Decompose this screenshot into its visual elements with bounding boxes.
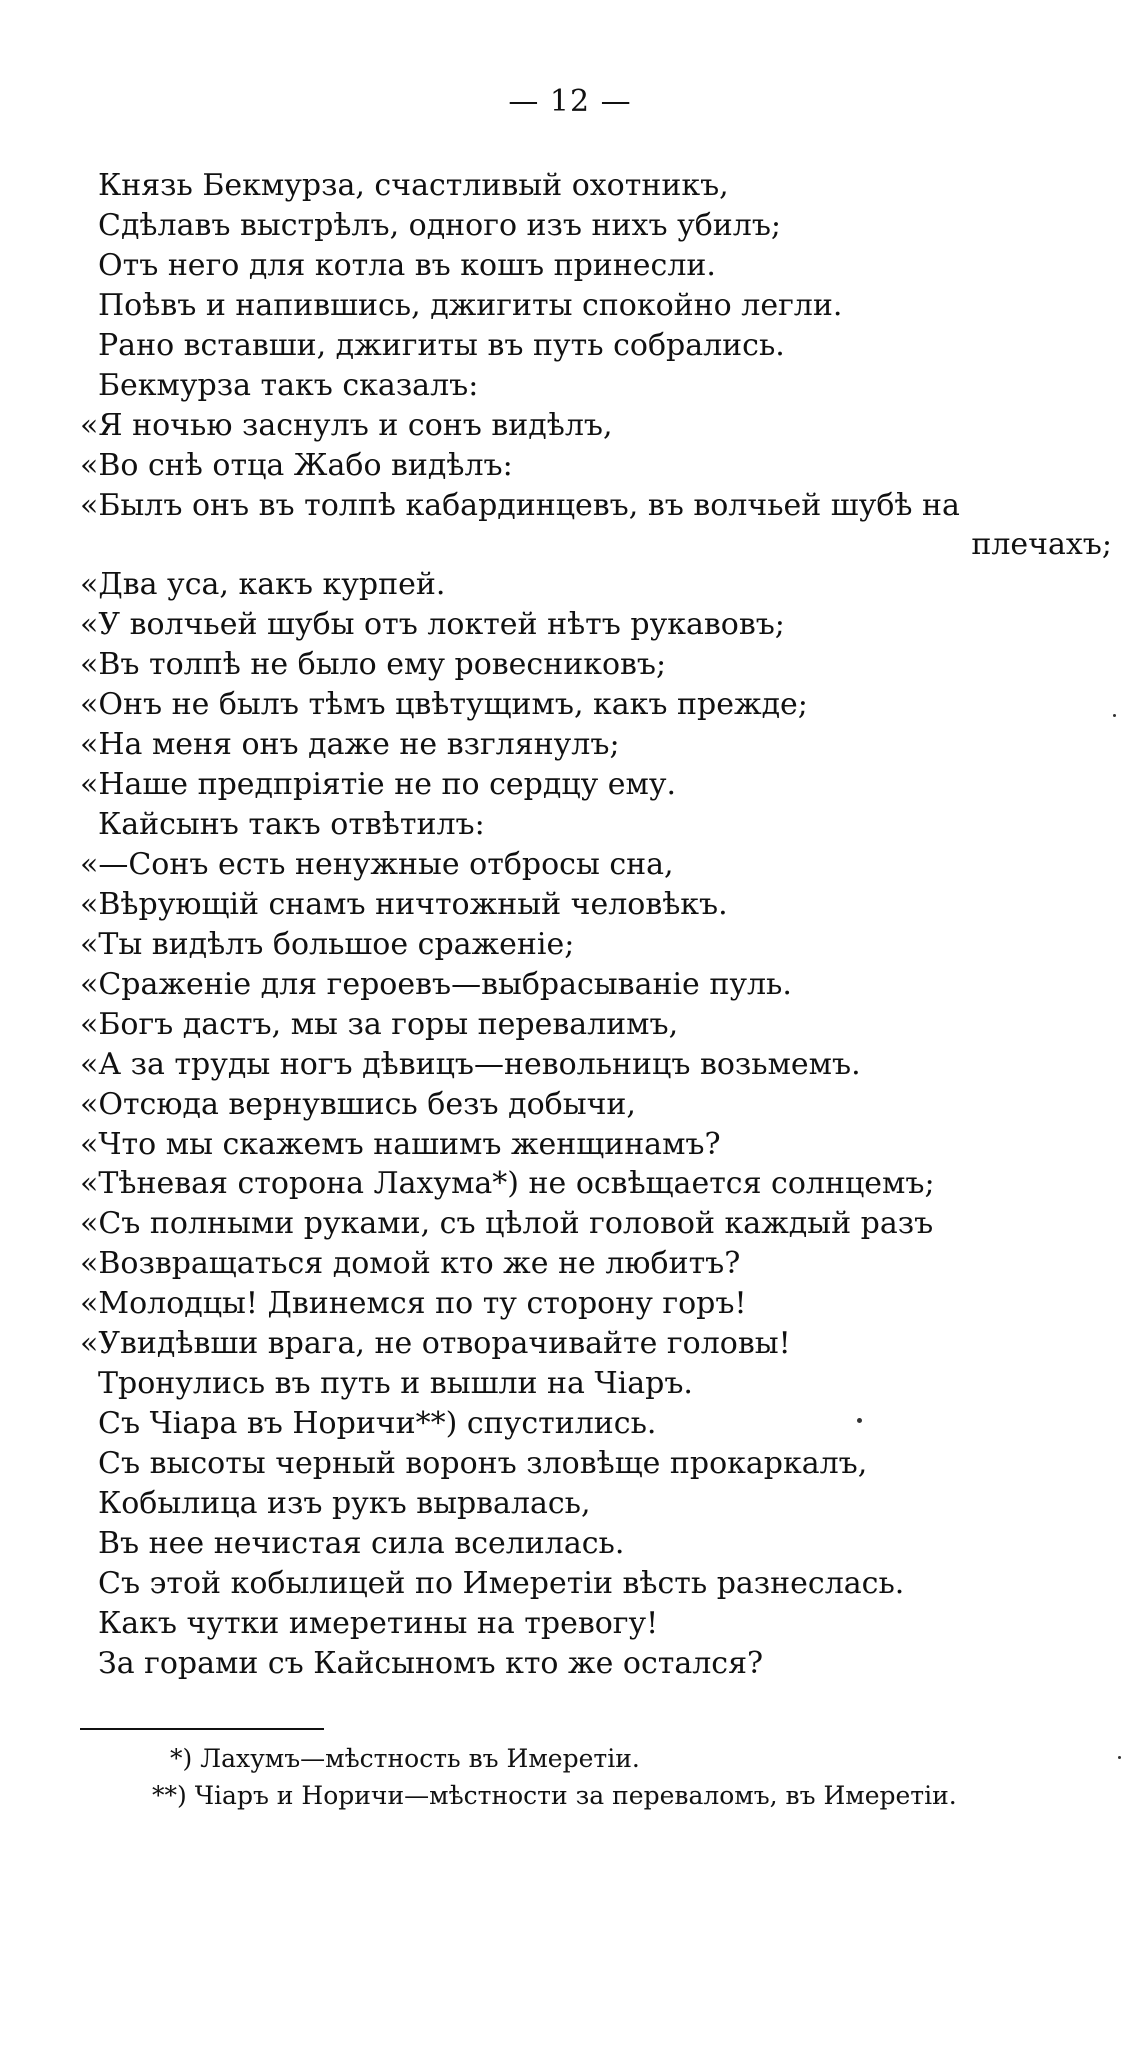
footnote-1-text: Лахумъ—мѣстность въ Имеретіи. xyxy=(200,1744,640,1773)
poem-line: Князь Бекмурза, счастливый охотникъ, xyxy=(98,168,729,203)
poem-line: Кобылица изъ рукъ вырвалась, xyxy=(98,1485,591,1521)
poem-line: «Что мы скажемъ нашимъ женщинамъ? xyxy=(80,1126,721,1162)
poem-line: Съ высоты черный воронъ зловѣще прокаркалъ, xyxy=(98,1446,868,1481)
poem-line: Въ нее нечистая сила вселилась. xyxy=(98,1525,625,1561)
poem-line: «У волчьей шубы отъ локтей нѣтъ рукавовъ; xyxy=(80,607,785,643)
poem-line: «Въ толпѣ не было ему ровесниковъ; xyxy=(80,647,667,683)
poem-line: «Наше предпріятіе не по сердцу ему. xyxy=(80,767,677,803)
poem-line: Рано вставши, джигиты въ путь собрались. xyxy=(98,327,785,363)
poem-line: «Вѣрующій снамъ ничтожный человѣкъ. xyxy=(80,886,728,922)
poem-line: За горами съ Кайсыномъ кто же остался? xyxy=(98,1645,764,1681)
page-number: — 12 — xyxy=(508,84,632,119)
scan-speck xyxy=(857,1418,862,1423)
footnote-2-text: Чіаръ и Норичи—мѣстности за переваломъ, въ Имеретіи. xyxy=(194,1781,957,1810)
poem-text xyxy=(80,166,1112,1684)
poem-line: «Богъ дастъ, мы за горы перевалимъ, xyxy=(80,1006,679,1042)
poem-line: «Онъ не былъ тѣмъ цвѣтущимъ, какъ прежде; xyxy=(80,687,808,723)
footnote-2-mark: **) xyxy=(152,1781,187,1810)
poem-line: Отъ него для котла въ кошъ принесли. xyxy=(98,247,716,283)
poem-line: «Отсюда вернувшись безъ добычи, xyxy=(80,1086,636,1122)
poem-line: «Молодцы! Двинемся по ту сторону горъ! xyxy=(80,1286,747,1322)
poem-line: «Два уса, какъ курпей. xyxy=(80,567,446,603)
poem-line: «Во снѣ отца Жабо видѣлъ: xyxy=(80,447,513,483)
poem-line: «А за труды ногъ дѣвицъ—невольницъ возьмемъ. xyxy=(80,1046,861,1082)
footnote-divider xyxy=(80,1728,324,1730)
poem-line: «Возвращаться домой кто же не любитъ? xyxy=(80,1246,741,1282)
poem-line: «Былъ онъ въ толпѣ кабардинцевъ, въ волчьей шубѣ на xyxy=(80,487,960,523)
scan-speck xyxy=(1113,714,1116,717)
poem-line: «Увидѣвши врага, не отворачивайте головы! xyxy=(80,1326,791,1362)
poem-line: «Ты видѣлъ большое сраженіе; xyxy=(80,926,575,962)
poem-line: «Сраженіе для героевъ—выбрасываніе пуль. xyxy=(80,966,792,1002)
footnote-2 xyxy=(152,1777,1090,1814)
poem-line: «Я ночью заснулъ и сонъ видѣлъ, xyxy=(80,407,613,443)
poem-line: Кайсынъ такъ отвѣтилъ: xyxy=(98,807,485,842)
poem-line: «На меня онъ даже не взглянулъ; xyxy=(80,727,620,763)
poem-line: Бекмурза такъ сказалъ: xyxy=(98,367,479,403)
poem-line: Съ этой кобылицей по Имеретіи вѣсть разнеслась. xyxy=(98,1565,905,1601)
poem-line: Какъ чутки имеретины на тревогу! xyxy=(98,1605,659,1641)
scan-speck xyxy=(1118,1756,1121,1759)
poem-line: «Съ полными руками, съ цѣлой головой каждый разъ xyxy=(80,1206,934,1242)
poem-line: Сдѣлавъ выстрѣлъ, одного изъ нихъ убилъ; xyxy=(98,207,782,243)
footnote-1-mark: *) xyxy=(170,1744,193,1773)
poem-line: «—Сонъ есть ненужные отбросы сна, xyxy=(80,846,674,882)
footnotes xyxy=(152,1740,1090,1814)
poem-line: Поѣвъ и напившись, джигиты спокойно легли. xyxy=(98,287,843,323)
poem-line: плечахъ; xyxy=(971,527,1112,563)
footnote-1 xyxy=(170,1740,1090,1777)
poem-line: Тронулись въ путь и вышли на Чіаръ. xyxy=(98,1366,693,1402)
poem-line: Съ Чіара въ Норичи**) спустились. xyxy=(98,1406,657,1442)
poem-line: «Тѣневая сторона Лахума*) не освѣщается солнцемъ; xyxy=(80,1166,935,1202)
